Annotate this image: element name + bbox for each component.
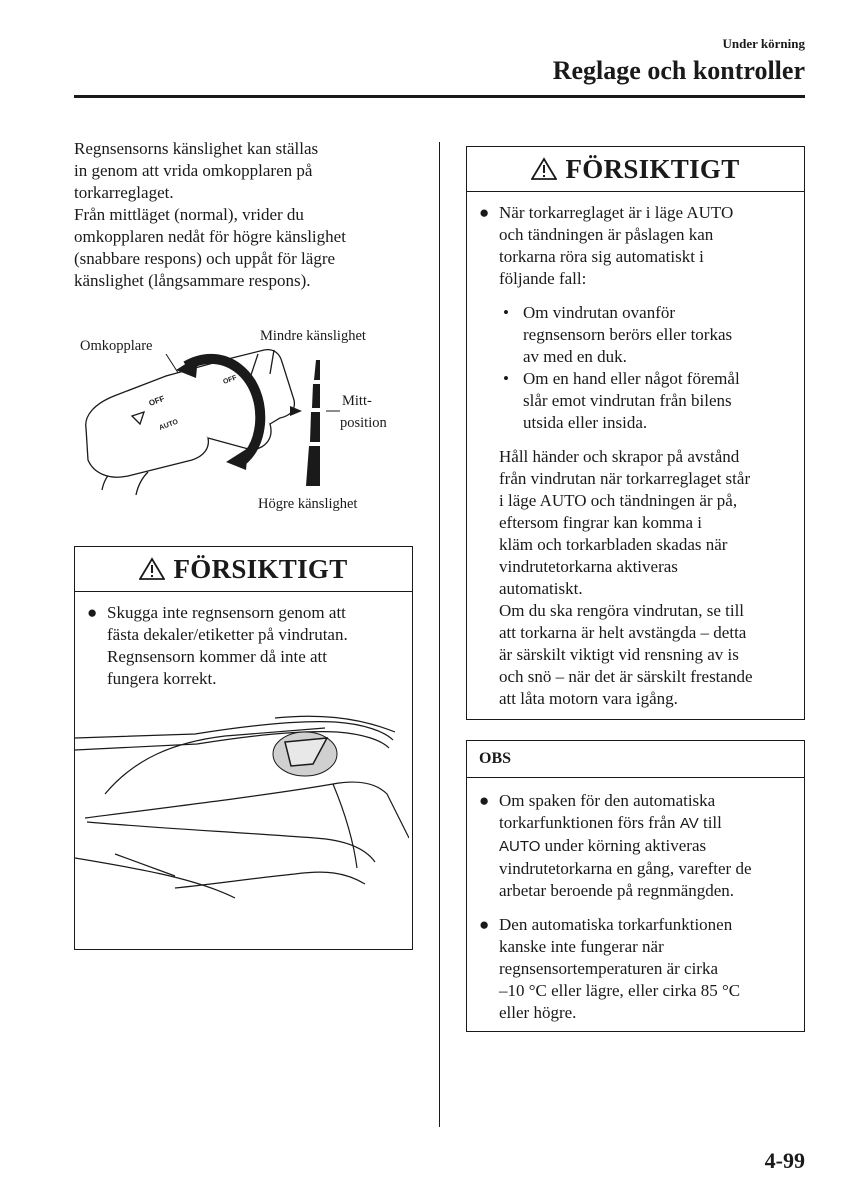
paragraph-line: Om du ska rengöra vindrutan, se till: [499, 601, 745, 620]
auto-mode-label: AUTO: [499, 838, 541, 855]
warning-triangle-icon: [139, 557, 165, 581]
switch-label: Omkopplare: [80, 338, 153, 354]
caution-header: [467, 147, 804, 192]
bullet-line: När torkarreglaget är i läge AUTO: [499, 203, 734, 222]
bullet-line: eller högre.: [499, 1003, 577, 1022]
paragraph-line: är särskilt viktigt vid rensning av is: [499, 645, 739, 664]
sub-bullet: [467, 302, 804, 368]
paragraph-line: och snö – när det är särskilt frestande: [499, 667, 753, 686]
caution-box-left: [74, 546, 413, 950]
bullet-line: torkarfunktionen förs från: [499, 813, 680, 832]
paragraph-line: vindrutetorkarna aktiveras: [499, 557, 678, 576]
mid-position-label-2: position: [340, 415, 387, 431]
bullet-line: vindrutetorkarna en gång, varefter de: [499, 859, 752, 878]
sub-bullet-dot: •: [503, 369, 509, 388]
bullet-line: följande fall:: [499, 269, 587, 288]
intro-line: Från mittläget (normal), vrider du: [74, 205, 304, 224]
bullet-line: Skugga inte regnsensorn genom att: [107, 603, 346, 622]
bullet-line: fästa dekaler/etiketter på vindrutan.: [107, 625, 348, 644]
note-bullet: [467, 914, 804, 1024]
sub-bullet-line: Om vindrutan ovanför: [523, 303, 676, 322]
intro-line: in genom att vrida omkopplaren på: [74, 161, 313, 180]
paragraph-line: Håll händer och skrapor på avstånd: [499, 447, 740, 466]
more-sensitivity-label: Högre känslighet: [258, 496, 358, 512]
bullet-dot: ●: [87, 603, 98, 622]
sub-bullet-line: utsida eller insida.: [523, 413, 648, 432]
bullet-line: Den automatiska torkarfunktionen: [499, 915, 733, 934]
bullet-line: fungera korrekt.: [107, 669, 217, 688]
sub-bullet: [467, 368, 804, 434]
intro-paragraph: [74, 138, 414, 292]
less-sensitivity-label: Mindre känslighet: [260, 328, 366, 344]
bullet-line: till: [698, 813, 722, 832]
caution-box-right: [466, 146, 805, 720]
caution-header: [75, 547, 412, 592]
wiper-lever-figure: [74, 320, 414, 520]
warning-triangle-icon: [531, 157, 557, 181]
note-box: [466, 740, 805, 1032]
column-divider: [439, 142, 440, 1127]
bullet-line: –10 °C eller lägre, eller cirka 85 °C: [499, 981, 741, 1000]
sub-bullet-line: slår emot vindrutan från bilens: [523, 391, 732, 410]
intro-line: torkarreglaget.: [74, 183, 174, 202]
page-title: Reglage och kontroller: [552, 56, 805, 85]
paragraph-line: eftersom fingrar kan komma i: [499, 513, 702, 532]
lever-auto-label: AUTO: [158, 418, 180, 432]
bullet-line: Om spaken för den automatiska: [499, 791, 716, 810]
caution-bullet: [75, 602, 412, 690]
sub-bullet-dot: •: [503, 303, 509, 322]
rotation-arrowhead-bottom: [226, 448, 248, 470]
sub-bullet-line: Om en hand eller något föremål: [523, 369, 740, 388]
page-number: 4-99: [764, 1148, 805, 1173]
sub-bullet-line: regnsensorn berörs eller torkas: [523, 325, 733, 344]
bullet-line: Regnsensorn kommer då inte att: [107, 647, 328, 666]
bullet-line: regnsensortemperaturen är cirka: [499, 959, 718, 978]
caution-paragraph: [467, 446, 804, 710]
windshield-sensor-figure: [75, 698, 409, 914]
av-mode-label: AV: [679, 815, 699, 832]
sensitivity-scale: [306, 360, 320, 486]
bullet-line: under körning aktiveras: [540, 836, 707, 855]
bullet-line: och tändningen är påslagen kan: [499, 225, 714, 244]
bullet-dot: ●: [479, 915, 490, 934]
caution-bullet: [467, 202, 804, 290]
bullet-line: arbetar beroende på regnmängden.: [499, 881, 735, 900]
intro-line: känslighet (långsammare respons).: [74, 271, 311, 290]
mid-position-label-1: Mitt-: [342, 393, 372, 409]
section-label: Under körning: [722, 36, 805, 51]
lever-off-label: OFF: [147, 393, 166, 408]
paragraph-line: automatiskt.: [499, 579, 583, 598]
paragraph-line: att torkarna är helt avstängda – detta: [499, 623, 747, 642]
paragraph-line: i läge AUTO och tändningen är på,: [499, 491, 738, 510]
intro-line: Regnsensorns känslighet kan ställas: [74, 139, 319, 158]
lever-off-label-2: OFF: [222, 374, 238, 386]
bullet-dot: ●: [479, 203, 490, 222]
caution-heading: FÖRSIKTIGT: [565, 153, 740, 184]
note-heading: OBS: [467, 741, 804, 778]
mid-position-arrow: [290, 406, 302, 416]
paragraph-line: att låta motorn vara igång.: [499, 689, 678, 708]
bullet-line: kanske inte fungerar när: [499, 937, 664, 956]
intro-line: (snabbare respons) och uppåt för lägre: [74, 249, 336, 268]
note-bullet: [467, 790, 804, 902]
sub-bullet-line: av med en duk.: [523, 347, 627, 366]
caution-heading: FÖRSIKTIGT: [173, 553, 348, 584]
bullet-dot: ●: [479, 791, 490, 810]
intro-line: omkopplaren nedåt för högre känslighet: [74, 227, 346, 246]
paragraph-line: kläm och torkarbladen skadas när: [499, 535, 728, 554]
title-rule: [74, 95, 805, 98]
paragraph-line: från vindrutan när torkarreglaget står: [499, 469, 751, 488]
bullet-line: torkarna röra sig automatiskt i: [499, 247, 704, 266]
